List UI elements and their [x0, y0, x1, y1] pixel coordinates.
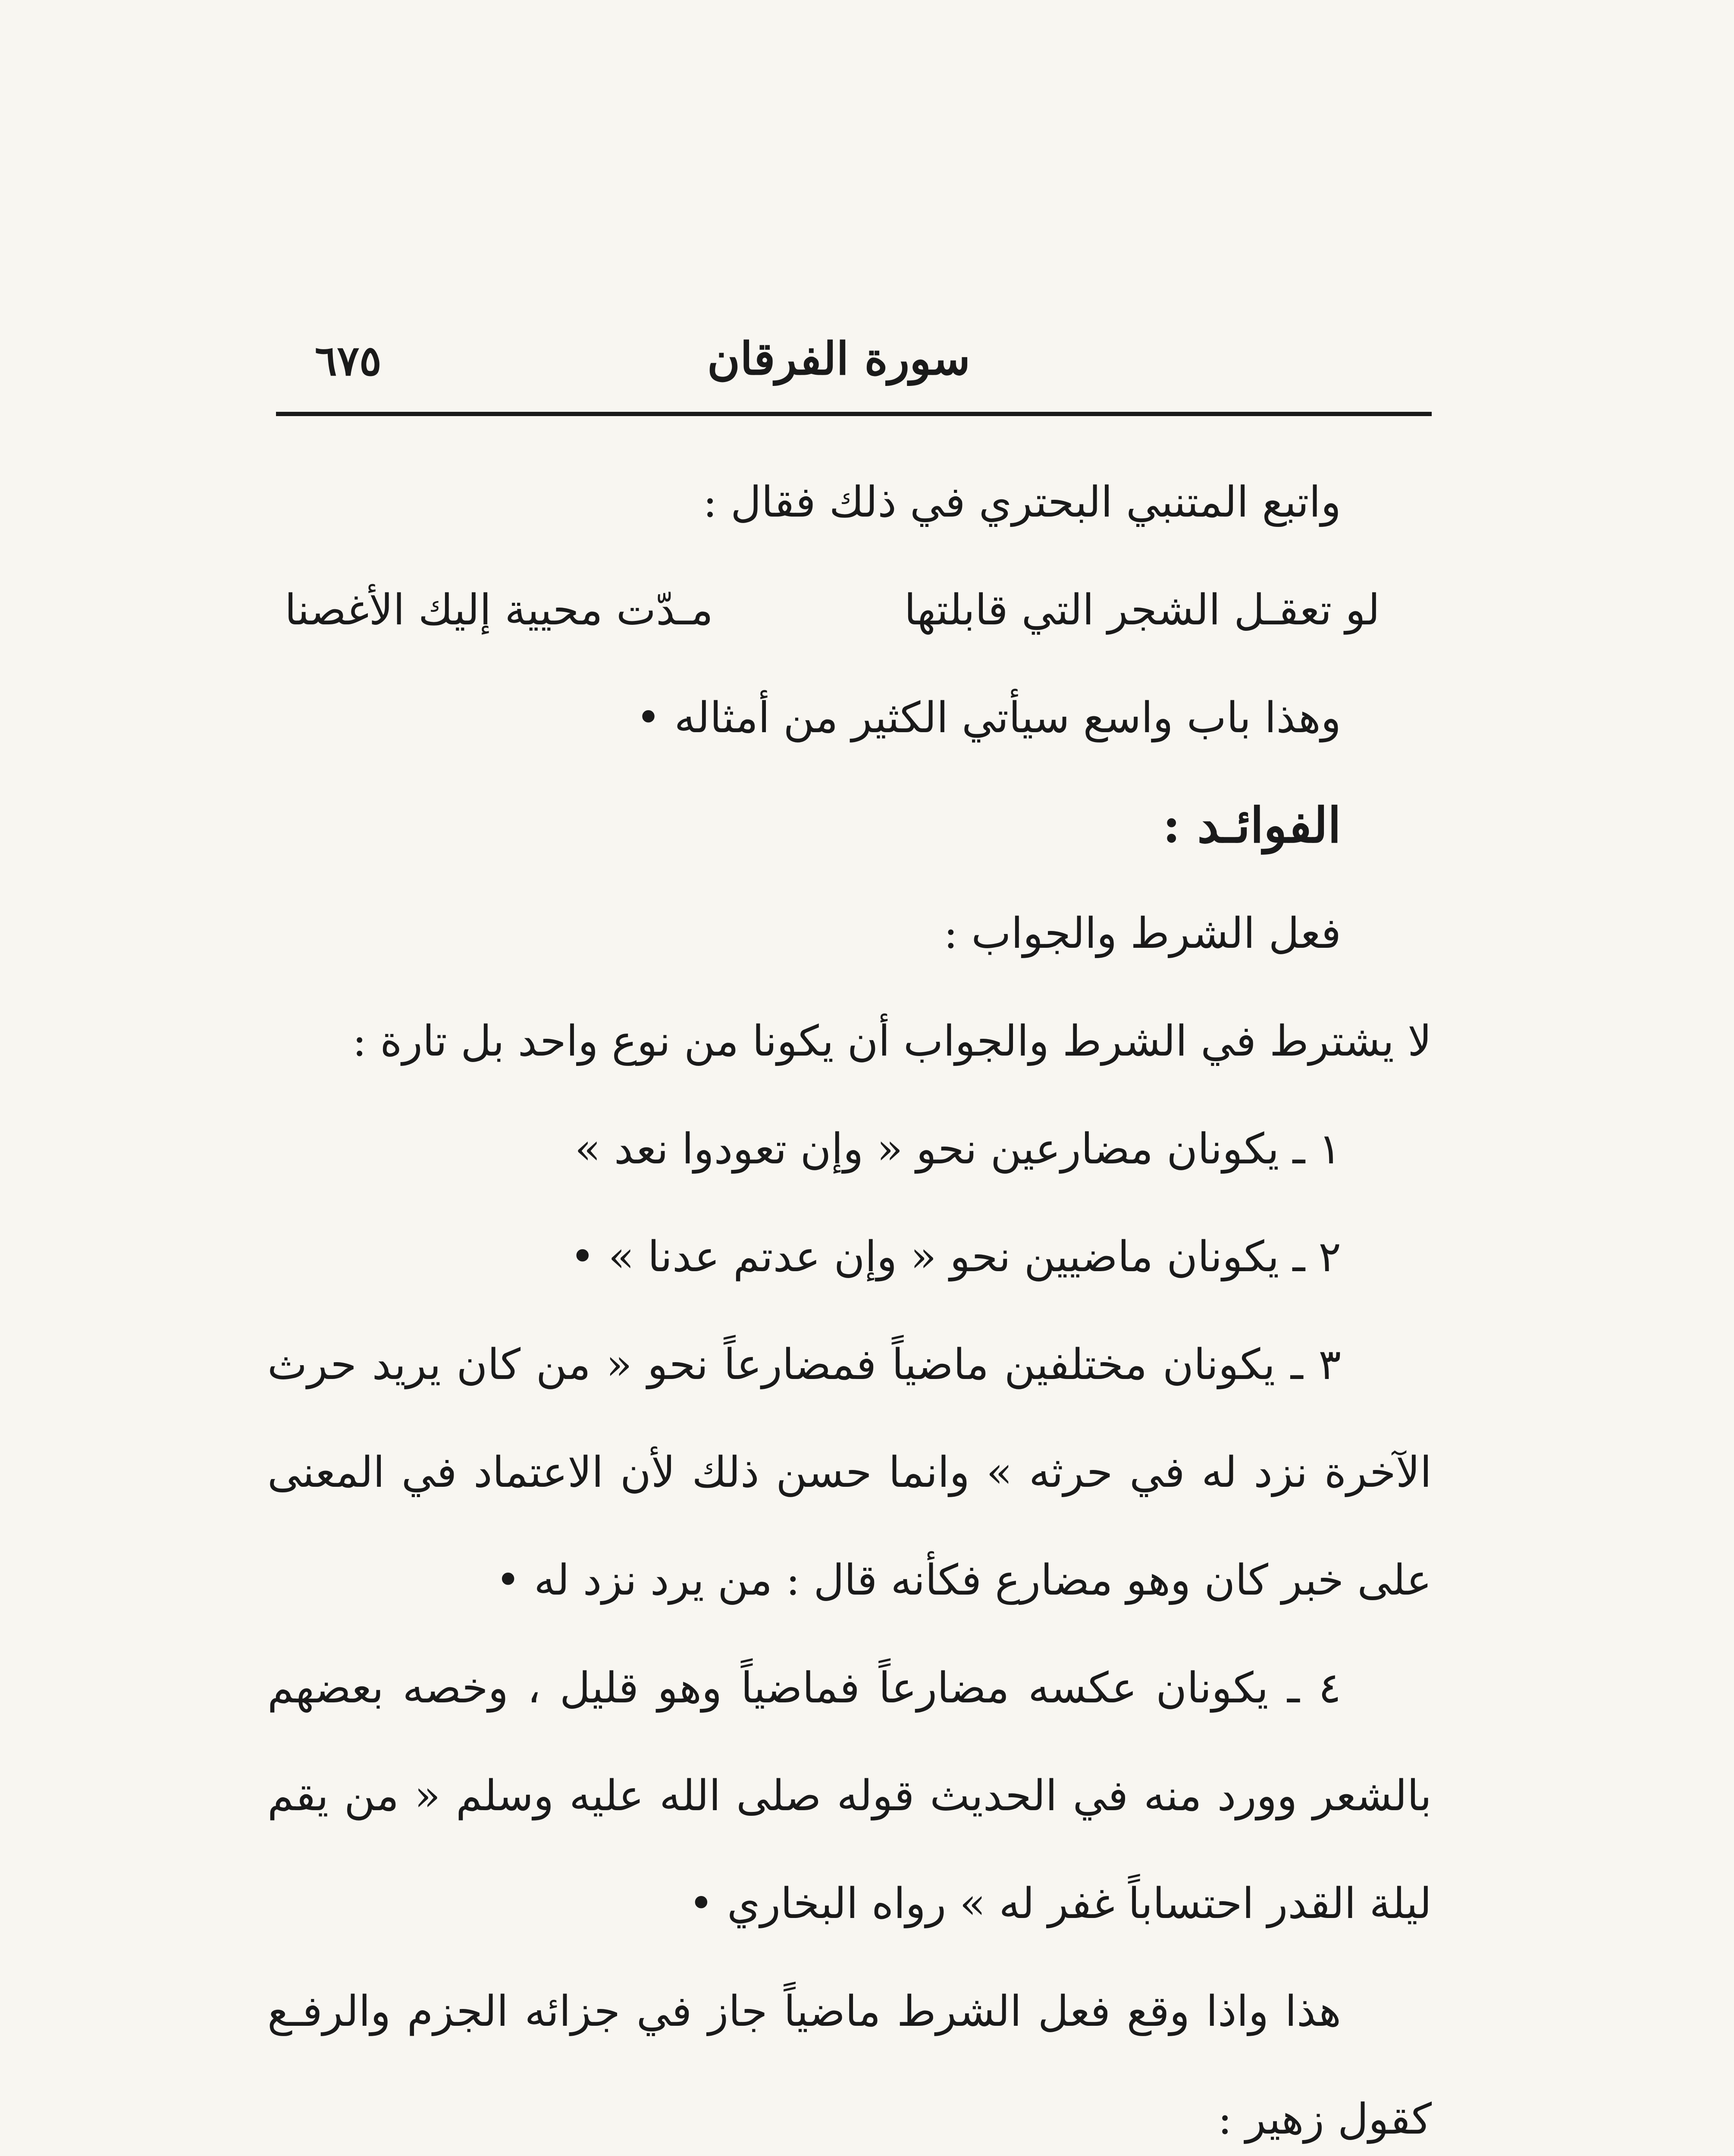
page-number: ٦٧٥: [315, 336, 382, 385]
list-item-4: ٤ ـ يكونان عكسه مضارعاً فماضياً وهو قليل ، وخصه بعضهم بالشعر وورد منه في الحديث قوله صلى الله عليه وسلم « من يقم ليلة القدر احتساباً غفر له » رواه البخاري •: [267, 1664, 1432, 1928]
list-item-3: ٣ ـ يكونان مختلفين ماضياً فمضارعاً نحو « من كان يريد حرث الآخرة نزد له في حرثه » وانما حسن ذلك لأن الاعتماد في المعنى على خبر كان وهو مضارع فكأنه قال : من يرد نزد له •: [267, 1340, 1432, 1605]
paragraph-intro: واتبع المتنبي البحتري في ذلك فقال :: [702, 478, 1341, 527]
list-item-1: ١ ـ يكونان مضارعين نحو « وإن تعودوا نعد »: [574, 1125, 1341, 1174]
subheading: فعل الشرط والجواب :: [944, 909, 1341, 958]
section-heading: الفوائـد :: [1163, 797, 1341, 854]
verse-1-hemistich-right: لو تعقـل الشجر التي قابلتها: [904, 586, 1380, 635]
paragraph-conclusion: هذا واذا وقع فعل الشرط ماضياً جاز في جزائه الجزم والرفـع كقول زهير :: [267, 1987, 1432, 2144]
page-body: [267, 448, 1432, 2156]
poetry-verse-1: [267, 556, 1432, 664]
list-item-2: ٢ ـ يكونان ماضيين نحو « وإن عدتم عدنا » •: [570, 1232, 1341, 1282]
paragraph-rule: لا يشترط في الشرط والجواب أن يكونا من نوع واحد بل تارة :: [352, 1017, 1432, 1066]
paragraph-note: وهذا باب واسع سيأتي الكثير من أمثاله •: [636, 693, 1341, 743]
running-title: سورة الفرقان: [707, 332, 970, 385]
page-header: [276, 319, 1432, 405]
verse-1-hemistich-left: مـدّت محيية إليك الأغصنا: [285, 586, 713, 635]
header-rule: [276, 412, 1432, 416]
